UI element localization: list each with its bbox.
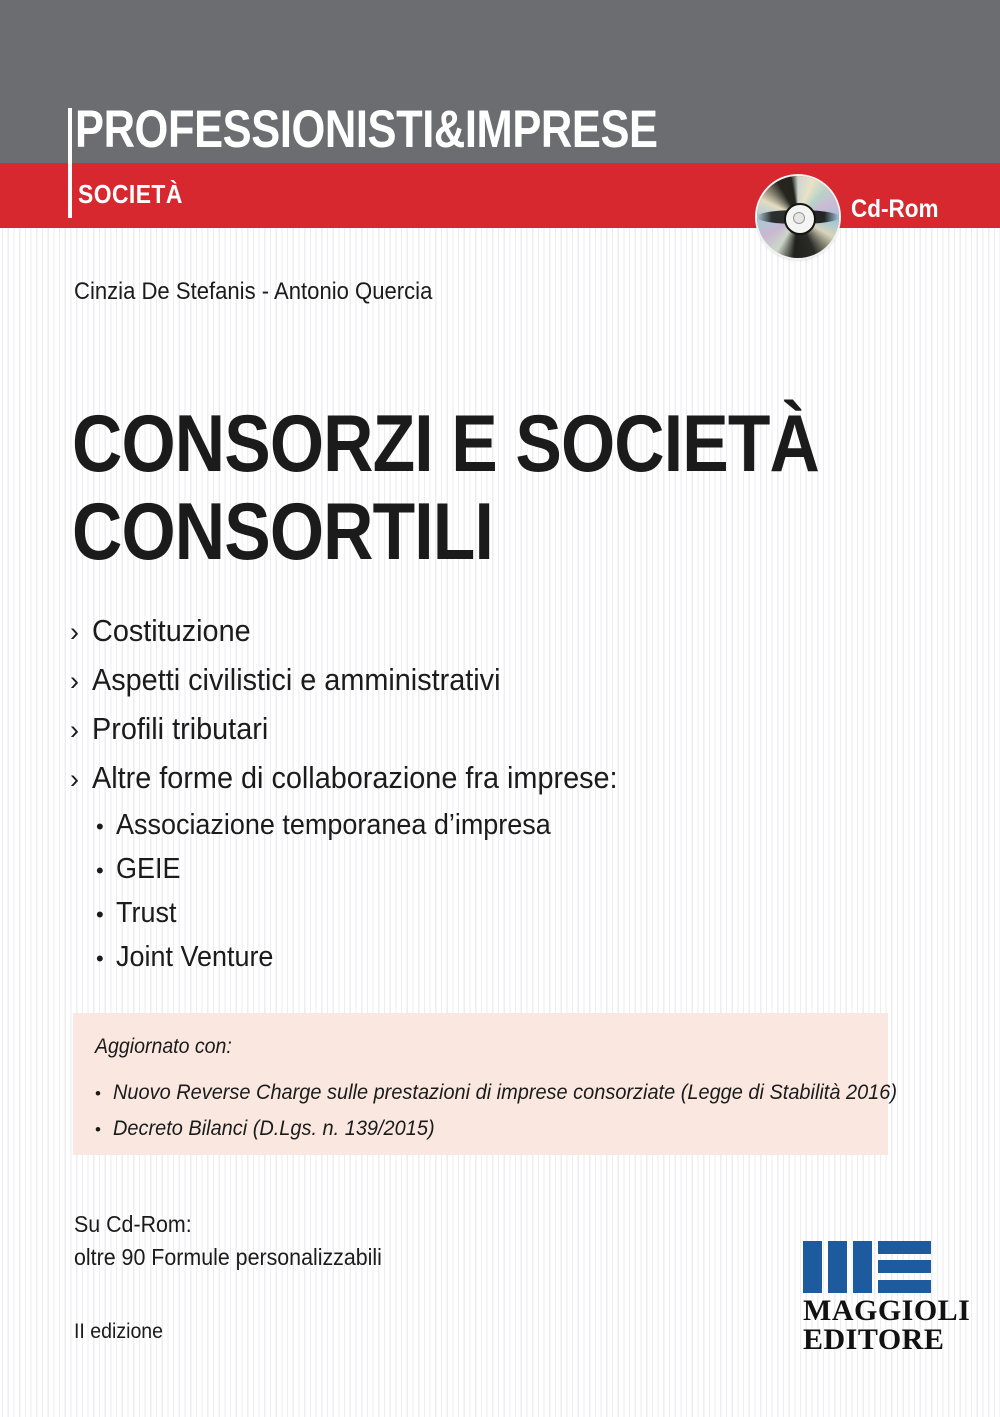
update-label: Nuovo Reverse Charge sulle prestazioni di imprese consorziate (Legge di Stabilità 2016)	[113, 1081, 898, 1104]
list-item	[70, 656, 950, 705]
list-item	[70, 705, 950, 754]
bullet-dot-icon: •	[96, 814, 104, 839]
list-item	[96, 936, 916, 980]
list-item	[96, 892, 916, 936]
bullet-dot-icon: •	[96, 858, 104, 883]
header-vertical-rule	[68, 108, 72, 218]
feature-list	[70, 607, 950, 803]
publisher-name-line-2: EDITORE	[803, 1323, 945, 1356]
logo-horizontal-bar-1	[878, 1241, 931, 1254]
bullet-dot-icon: •	[95, 1120, 101, 1139]
publisher-name-line-1: MAGGIOLI	[803, 1294, 971, 1327]
chevron-right-icon: ›	[70, 617, 79, 647]
update-list	[95, 1075, 898, 1147]
publisher-name	[803, 1294, 971, 1356]
publisher-logo	[803, 1241, 971, 1356]
cdrom-note-line-1: Su Cd-Rom:	[74, 1211, 192, 1237]
list-item	[95, 1075, 898, 1111]
logo-horizontal-bar-2	[878, 1260, 931, 1273]
sub-feature-list	[96, 804, 916, 980]
bullet-dot-icon: •	[95, 1084, 101, 1103]
chevron-right-icon: ›	[70, 666, 79, 696]
bullet-dot-icon: •	[96, 946, 104, 971]
book-title-line-2: CONSORTILI	[72, 487, 493, 577]
feature-label: Costituzione	[92, 613, 251, 648]
update-label: Decreto Bilanci (D.Lgs. n. 139/2015)	[113, 1117, 435, 1140]
sub-feature-label: Joint Venture	[116, 941, 274, 973]
list-item	[95, 1111, 875, 1147]
logo-vertical-bar-2	[828, 1241, 847, 1293]
chevron-right-icon: ›	[70, 715, 79, 745]
bullet-dot-icon: •	[96, 902, 104, 927]
feature-label: Profili tributari	[92, 711, 269, 746]
cdrom-note-line-2: oltre 90 Formule personalizzabili	[74, 1244, 382, 1270]
chevron-right-icon: ›	[70, 764, 79, 794]
logo-horizontal-bar-3	[878, 1280, 931, 1293]
logo-vertical-bar-3	[853, 1241, 872, 1293]
list-item	[96, 804, 916, 848]
book-title-line-1: CONSORZI E SOCIETÀ	[72, 399, 819, 489]
sub-feature-label: Trust	[116, 897, 177, 929]
edition-label: II edizione	[74, 1320, 164, 1343]
sub-feature-label: Associazione temporanea d’impresa	[116, 809, 551, 841]
series-subtitle: SOCIETÀ	[78, 179, 183, 209]
authors-line: Cinzia De Stefanis - Antonio Quercia	[74, 278, 433, 305]
sub-feature-label: GEIE	[116, 853, 181, 885]
cd-rom-label: Cd-Rom	[851, 195, 939, 223]
series-title: PROFESSIONISTI&IMPRESE	[75, 100, 658, 159]
list-item	[96, 848, 916, 892]
cdrom-contents-note	[74, 1208, 382, 1274]
list-item	[70, 607, 950, 656]
update-intro-label: Aggiornato con:	[95, 1035, 232, 1058]
cd-rom-disc-icon	[757, 176, 839, 258]
feature-label: Altre forme di collaborazione fra imprese:	[92, 760, 618, 795]
feature-label: Aspetti civilistici e amministrativi	[92, 662, 501, 697]
maggioli-bars-logo-icon	[803, 1241, 931, 1293]
logo-vertical-bar-1	[803, 1241, 822, 1293]
book-title	[72, 400, 846, 576]
update-notice-box	[73, 1013, 898, 1155]
list-item	[70, 754, 950, 803]
